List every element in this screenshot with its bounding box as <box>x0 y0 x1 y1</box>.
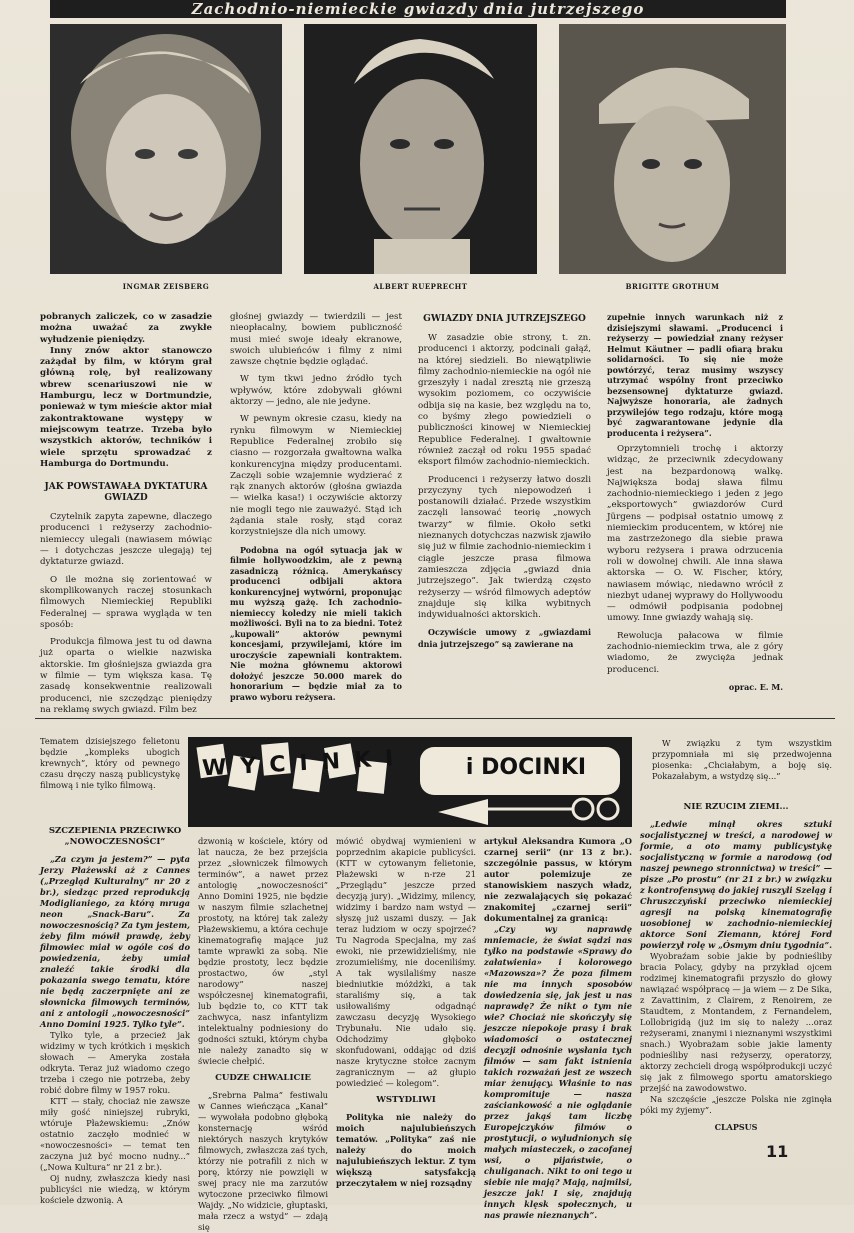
heading-nie-rzucim-ziemi: NIE RZUCIM ZIEMI... <box>683 802 789 812</box>
paragraph: głośnej gwiazdy — twierdzili — jest nieopłacalny, bowiem publiczność musi mieć swoje ideały ekranowe, swoich ulubieńców i filmy z nimi zawsze chętnie będzie oglądać. <box>230 312 402 368</box>
paragraph: W zasadzie obie strony, t. zn. producenci i aktorzy, podcinali gałąź, na której siedzieli. Bo niewątpliwie filmy zachodnio-niemieckie na ogół nie grzeszyły i nadal zresztą nie grzeszą wysokim poziomem, co oczywiście odbija się na kasie, bez względu na to, co byśmy złego powiedzieli o publiczności kinowej w Niemieckiej Republice Federalnej. I gwałtownie również zaczął od roku 1955 spadać eksport filmów zachodnio-niemieckich. <box>418 333 591 468</box>
article-column-4 <box>607 312 783 707</box>
paragraph: dzwonią w kościele, który od lat naucza, że bez przejścia przez „słowniczek filmowych terminów”, a nawet przez antologię „nowoczesności” Anno Domini 1925, nie będzie w naszym filmie szlachetnej prostoty, na której tak zależy Płażewskiemu, a która cechuje kinematografię mające już tamte wprawki za sobą. Nie będzie prostoty, lecz będzie prostactwo, ów „styl narodowy” naszej współczesnej kinematografii, lub będzie to, co KTT tak zachwyca, nasz infantylizm intelektualny podniesiony do godności sztuki, którym chyba nie należy zanadto się w świecie chełpić. <box>198 836 328 1066</box>
paragraph: Wyobraźam sobie jakie by podnieśliby bracia Polacy, gdyby na przykład ojcem rodzimej kinematografii przyszło do głowy nawiązać współpracę — ja wiem — z De Sika, z Zavattinim, z Clairem, z Renoirem, ze Staudtem, z Montandem, z Fernandelem, Lollobrigidą (już im się to należy ...oraz reżyserami, znanymi i nieznanymi wszystkimi snach.) Wyobrażam sobie jakie lamenty podnieśliby nasi reżyserzy, operatorzy, aktorzy zechcieli drogą współprodukcji uczyć się jak z filmowego sportu amatorskiego przejść na zawodowstwo. <box>640 951 832 1093</box>
heading-wstydliwi: WSTYDLIWI <box>376 1095 436 1105</box>
article-column-1 <box>40 312 212 715</box>
wycinki-right-intro <box>652 738 832 798</box>
docinki-title: i DOCINKI <box>465 755 587 780</box>
paragraph: „Ledwie minął okres sztuki socjalistycznej w treści, a narodowej w formie, a oto mamy publicystykę socjalistyczną w formie a narodową (od naszej pewnego stronnictwa) w treści” — pisze „Po prostu” (nr 21 z br.) w związku z kontrofensywą do jakiej ruszyli Szeląg i Chruszczyński przeciwko niemieckiej agresji na polską kinematografię uosobionej w zachodnio-niemieckiej aktorce Soni Ziemann, której Ford powierzył rolę w „Ósmym dniu tygodnia”. <box>640 819 833 950</box>
heading-szczepienia: SZCZEPIENIA PRZECIWKO „NOWOCZESNOŚCI” <box>48 826 182 847</box>
article-column-3 <box>418 312 591 707</box>
photo-brigitte-grothum <box>559 24 786 274</box>
paragraph: W tym tkwi jedno źródło tych wpływów, które zdobywali główni aktorzy — jedno, ale nie jedyne. <box>230 374 402 408</box>
paragraph: pobranych zaliczek, co w zasadzie można uważać za zwykłe wyłudzenie pieniędzy. <box>40 312 212 345</box>
section-heading-dyktatura: JAK POWSTAWAŁA DYKTATURA GWIAZD <box>44 482 208 504</box>
wycinki-signature: CLAPSUS <box>714 1122 758 1132</box>
paragraph: „Czy wy naprawdę mniemacie, że świat sądzi nas tylko na podstawie «Sprawy do załatwienia» i kolorowego «Mazowsza»? Że poza filmem nie ma innych sposobów dowiedzenia się, jak jest u nas naprawdę? Że nikt o tym nie wie? Chociaż nie skończyły się jeszcze niepokoje prasy i brak wiadomości o ostatecznej decyzji odnośnie wysłania tych filmów — sam fakt istnienia takich rozważań jest ze wszech miar żenujący. Właśnie to nas kompromituje — nasza zaściankowość a nie oglądanie przez jakąś tam liczbę Europejczyków filmów o prostytucji, o wyludnionych się małych miasteczek, o zacofanej wsi, o pijaństwie, o chuliganach. Nikt to oni tego u siebie nie mają? Mają, najmilsi, jeszcze jak! I się, znajdują innych klęsk społecznych, u nas prawie nieznanych”. <box>484 924 632 1220</box>
photo-albert-rueprecht <box>304 24 537 274</box>
article-column-2 <box>230 312 402 707</box>
wycinki-column-3 <box>336 836 476 1188</box>
wycinki-i-docinki-banner <box>188 737 632 827</box>
paragraph: mówić obydwaj wymienieni w poprzednim akapicie publicyści. (KTT w cytowanym felietonie, Płażewski w n-rze 21 „Przeglądu” jeszcze przed decyzją jury). „Widzimy, milency, widzimy i bardzo nam wstyd — słyszę już uszami duszy. — Jak teraz ludziom w oczy spojrzeć? Tu Nagroda Specjalna, my zaś ewoki, nie przewidzieliśmy, nie zrozumieliśmy, nie doceniliśmy. A tak wysilaliśmy nasze biedniutkie móżdżki, a tak staraliśmy się, a tak usiłowaliśmy odgadnąć zawczasu decyzję Wysokiego Trybunału. Nie udało się. Odchodzimy głęboko skonfudowani, oddając od dziś nasze krytyczne stołce zacnym zagranicznym — aż głupio powiedzieć — kolegom”. <box>336 836 476 1088</box>
right-intro-text: W związku z tym wszystkim przypomniała mi się przedwojenna piosenka: „Chciałabym, a boję się. Pokazałabym, a wstydzę się...” <box>652 738 832 781</box>
paragraph: Polityka nie należy do moich najulubieńszych tematów. „Polityka” zaś nie należy do moich najulubieńszych lektur. Z tym większą satysfakcją przeczytałem w niej rozsądny <box>336 1112 476 1188</box>
paragraph: Podobna na ogół sytuacja jak w filmie hollywoodzkim, ale z pewną zasadniczą różnicą. Amerykańscy producenci odbijali aktora konkurencyjnej wytwórni, proponując mu wyższą gażę. Ich zachodnio-niemieccy koledzy nie mieli takich możliwości. Byli na to za biedni. Toteż „kupowali” aktorów pewnymi koncesjami, przywilejami, które im uroczyście zapewniali kontraktem. Nie można głównemu aktorowi dołożyć jeszcze 50.000 marek do honorarium — będzie miał za to prawo wyboru reżysera. <box>230 544 402 702</box>
paragraph: Oj nudny, zwłaszcza kiedy nasi publicyści nie wiedzą, w którym kościele dzwonią. A <box>40 1173 190 1205</box>
caption-ingmar-zeisberg: INGMAR ZEISBERG <box>122 282 210 291</box>
wycinki-column-2 <box>198 836 328 1232</box>
caption-albert-rueprecht: ALBERT RUEPRECHT <box>373 282 468 291</box>
wycinki-column-4 <box>484 836 632 1220</box>
wycinki-column-1 <box>40 820 190 1205</box>
section-divider <box>35 718 835 719</box>
paragraph: KTT — stały, chociaż nie zawsze miły gość niniejszej rubryki, wtóruje Płażewskiemu: „Znów ostatnio zaczęło modnieć w «nowoczesności» — temat ten zaczyna już być mocno nudny...” („Nowa Kultura” nr 21 z br.). <box>40 1096 190 1172</box>
paragraph: Na szczęście „jeszcze Polska nie zginęła póki my żyjemy”. <box>640 1094 832 1115</box>
wycinki-column-5 <box>640 796 832 1136</box>
paragraph: zupełnie innych warunkach niż z dzisiejszymi sławami. „Producenci i reżyserzy — powiedział znany reżyser Helmut Käutner — padli ofiarą braku solidarności. To się nie może powtórzyć, teraz musimy wszyscy utrzymać wspólny front przeciwko bezsensownej dyktaturze gwiazd. Najwyższe honoraria, ale żadnych przywilejów tego rodzaju, które mogą być zagwarantowane jedynie dla producenta i reżysera”. <box>607 312 783 438</box>
paragraph: Rewolucja pałacowa w filmie zachodnio-niemieckim trwa, ale z góry wiadomo, że zwycięża jednak producenci. <box>607 630 783 675</box>
wycinki-intro-text: Tematem dzisiejszego felietonu będzie „kompleks ubogich krewnych”, który od pewnego czasu dręczy naszą publicystykę filmową i nie tylko filmową. <box>40 736 180 790</box>
paragraph: W pewnym okresie czasu, kiedy na rynku filmowym w Niemieckiej Republice Federalnej zrobiło się ciasno — rozgorzała gwałtowna walka konkurencyjna między producentami. Zaczęli sobie wzajemnie wydzierać z rąk znanych aktorów (głośna gwiazda — wielka kasa!) i oczywiście aktorzy nie mogli tego nie zauważyć. Stąd ich żądania stale rosły, stąd coraz korzystniejsze dla nich umowy. <box>230 414 402 538</box>
paragraph: Oprzytomnieli trochę i aktorzy widząc, że przeciwnik zdecydowany jest na bezpardonową walkę. Największa bodaj sława filmu zachodnio-niemieckiego i jeden z jego „eksportowych” gwiazdorów Curd Jürgens — podpisał ostatnio umowę z niemieckim producentem, w której nie ma zastrzeżonego dla siebie prawa wyboru reżysera i prawa odrzucenia roli w dowolnej chwili. Ale inna sława aktorska — O. W. Fischer, który, nawiasem mówiąc, niedawno wrócił z niezbyt udanej wyprawy do Hollywoodu — odmówił podpisania podobnej umowy. Inne gwiazdy wahają się. <box>607 444 783 624</box>
caption-brigitte-grothum: BRIGITTE GROTHUM <box>625 282 720 291</box>
paragraph: Producenci i reżyserzy łatwo doszli przyczyny tych niepowodzeń i postanowili działać. Przede wszystkim zaczęli lansować teorię „nowych twarzy” w filmie. Około setki nieznanych dotychczas nazwisk zjawiło się już w filmie zachodnio-niemieckim i ciągle jeszcze prasa filmowa zamieszcza zdjęcia „gwiazd dnia jutrzejszego”. Jak twierdzą często reżyserzy — wśród filmowych adeptów znajduje się kilka wybitnych indywidualności aktorskich. <box>418 474 591 621</box>
paragraph: Oczywiście umowy z „gwiazdami dnia jutrzejszego” są zawierane na <box>418 627 591 649</box>
paragraph: Produkcja filmowa jest tu od dawna już oparta o wielkie nazwiska aktorskie. Im głośniejsza gwiazda gra w filmie — tym większa kasa. Tę zasadę konsekwentnie realizowali producenci, nie szczędząc pieniędzy na reklamę swych gwiazd. Film bez <box>40 637 212 715</box>
paragraph: Inny znów aktor stanowczo zażądał by film, w którym grał główną rolę, był realizowany wbrew scenariuszowi nie w Hamburgu, lecz w Dortmundzie, ponieważ w tym mieście aktor miał zakontraktowane występy w miejscowym teatrze. Trzeba było wszystkich aktorów, techników i wiele sprzętu sprowadzać z Hamburga do Dortmundu. <box>40 345 212 469</box>
article-signature: oprac. E. M. <box>728 681 783 692</box>
paragraph: Czytelnik zapyta zapewne, dlaczego producenci i reżyserzy zachodnio-niemieccy ulegali (nawiasem mówiąc — i dotychczas jeszcze ulegają) tej dyktaturze gwiazd. <box>40 512 212 568</box>
section-heading-gwiazdy: GWIAZDY DNIA JUTRZEJSZEGO <box>423 314 586 324</box>
paragraph: „Za czym ja jestem?” — pyta Jerzy Płażewski aż z Cannes („Przegląd Kulturalny” nr 20 z br.), siedząc przed reprodukcją Modiglianiego, za którą mruga neon „Snack-Baru”. Za nowoczesnością? Za tym jestem, żeby film mówił prawdę, żeby filmowiec miał w ogóle coś do powiedzenia, żeby umiał znaleźć takie środki dla pokazania swego tematu, które nie będą zaczerpnięte ani ze słownicka filmowych terminów, ani z antologii „nowoczesności” Anno Domini 1925. Tylko tyle”. <box>40 854 190 1029</box>
wycinki-intro <box>40 736 180 816</box>
paragraph: artykuł Aleksandra Kumora „O czarnej serii” (nr 13 z br.). szczególnie passus, w którym autor polemizuje ze stanowiskiem naszych władz, nie zezwalających się pokazać znakomitej „czarnej serii” dokumentalnej za granicą: <box>484 836 632 923</box>
heading-cudze-chwalicie: CUDZE CHWALICIE <box>215 1073 311 1083</box>
photo-ingmar-zeisberg <box>50 24 282 274</box>
paragraph: O ile można się zorientować w skomplikowanych raczej stosunkach filmowych Niemieckiej Republiki Federalnej — sprawa wygląda w ten sposób: <box>40 574 212 630</box>
paragraph: Tylko tyle, a przecież jak widzimy w tych krótkich i męskich słowach — Ameryka została odkryta. Teraz już wiadomo czego trzeba i czego nie potrzeba, żeby robić dobre filmy w 1957 roku. <box>40 1030 190 1095</box>
page-banner: Zachodnio-niemieckie gwiazdy dnia jutrzejszego <box>50 0 786 18</box>
paragraph: „Srebrna Palma” festiwalu w Cannes wieńcząca „Kanał” — wywołała podobno głęboką konsternację wśród niektórych naszych krytyków filmowych, zwłaszcza zaś tych, którzy nie potrafili z nich w porę, którzy nie powzięli w swej pracy nie ma zarzutów wytoczone przeciwko filmowi Wajdy. „No widzicie, głuptaski, mała rzecz a wstyd” — zdają się <box>198 1090 328 1232</box>
page-number: 11 <box>766 1142 789 1161</box>
wycinki-title: WYCINKI <box>201 745 408 782</box>
